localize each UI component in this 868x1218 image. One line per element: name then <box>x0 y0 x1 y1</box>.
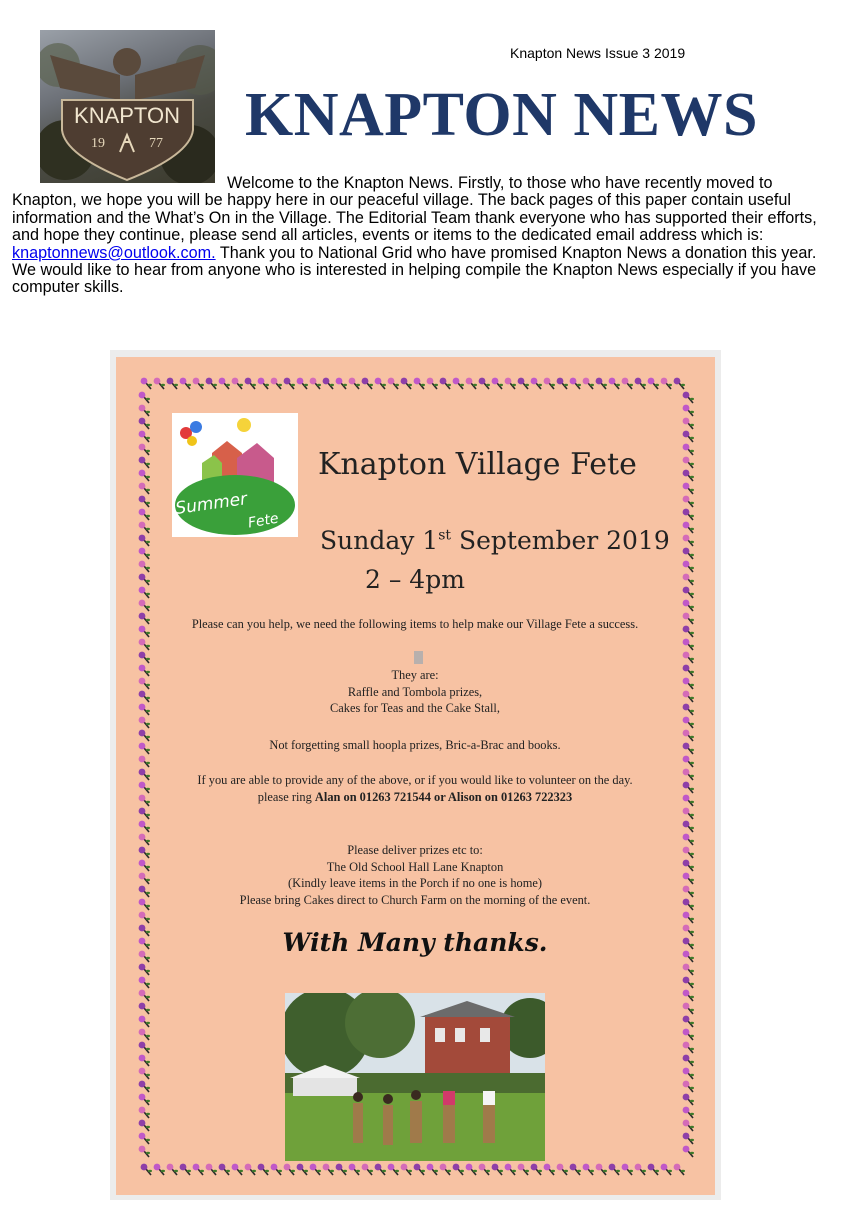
border-flower <box>583 378 594 389</box>
border-flower <box>683 912 694 923</box>
border-flower <box>557 1164 568 1175</box>
border-flower <box>139 782 150 793</box>
border-flower <box>453 378 464 389</box>
border-flower <box>683 795 694 806</box>
border-flower <box>139 652 150 663</box>
border-flower <box>453 1164 464 1175</box>
border-flower <box>206 378 217 389</box>
border-flower <box>139 548 150 559</box>
border-flower <box>139 1029 150 1040</box>
border-flower <box>648 378 659 389</box>
masthead-title: KNAPTON NEWS <box>245 81 758 149</box>
border-flower <box>139 470 150 481</box>
border-flower <box>683 600 694 611</box>
border-flower <box>531 378 542 389</box>
border-flower <box>245 378 256 389</box>
border-flower <box>683 496 694 507</box>
border-flower <box>139 990 150 1001</box>
border-flower <box>167 378 178 389</box>
border-flower <box>154 378 165 389</box>
border-flower <box>362 1164 373 1175</box>
item-raffle: Raffle and Tombola prizes, <box>347 684 483 699</box>
border-flower <box>232 378 243 389</box>
border-flower <box>139 509 150 520</box>
border-flower <box>219 378 230 389</box>
intro-text-end: Thank you to National Grid who have promised Knapton News a donation this year. We would like to hear from anyone who is interested in helping compile the Knapton News especially if you have computer skills. <box>12 243 817 297</box>
border-flower <box>596 1164 607 1175</box>
border-flower <box>323 378 334 389</box>
fete-photo <box>285 993 545 1161</box>
border-flower <box>141 1164 152 1175</box>
summer-fete-logo <box>172 413 298 537</box>
border-flower <box>466 378 477 389</box>
border-flower <box>139 743 150 754</box>
border-flower <box>139 600 150 611</box>
border-flower <box>414 1164 425 1175</box>
fete-title: Knapton Village Fete <box>318 447 637 482</box>
issue-line: Knapton News Issue 3 2019 <box>510 45 686 61</box>
border-flower <box>683 470 694 481</box>
border-flower <box>674 378 685 389</box>
border-flower <box>635 1164 646 1175</box>
border-flower <box>139 1146 150 1157</box>
border-flower <box>683 1068 694 1079</box>
border-flower <box>139 795 150 806</box>
deliver-heading: Please deliver prizes etc to: <box>347 843 483 857</box>
border-flower <box>683 392 694 403</box>
border-flower <box>683 1003 694 1014</box>
border-flower <box>180 378 191 389</box>
border-flower <box>557 378 568 389</box>
border-flower <box>139 977 150 988</box>
border-flower <box>284 1164 295 1175</box>
border-flower <box>245 1164 256 1175</box>
border-flower <box>683 574 694 585</box>
border-flower <box>139 1003 150 1014</box>
border-flower <box>683 717 694 728</box>
fete-logo-text-fete: Fete <box>246 510 280 532</box>
border-flower <box>683 899 694 910</box>
border-flower <box>139 1081 150 1092</box>
text-cursor-mark <box>414 651 423 664</box>
border-flower <box>139 613 150 624</box>
border-flower <box>139 925 150 936</box>
border-flower <box>683 1016 694 1027</box>
border-flower <box>139 847 150 858</box>
border-flower <box>271 378 282 389</box>
border-flower <box>323 1164 334 1175</box>
border-flower <box>139 1016 150 1027</box>
border-flower <box>683 860 694 871</box>
border-flower <box>139 1107 150 1118</box>
border-flower <box>310 378 321 389</box>
delivery-block <box>165 842 665 908</box>
border-flower <box>284 378 295 389</box>
border-flower <box>388 378 399 389</box>
border-flower <box>683 665 694 676</box>
fete-date-suffix: st <box>438 527 452 544</box>
border-flower <box>336 1164 347 1175</box>
border-flower <box>683 1042 694 1053</box>
border-flower <box>258 378 269 389</box>
border-flower <box>683 821 694 832</box>
sign-year-left: 19 <box>91 136 105 151</box>
border-flower <box>139 886 150 897</box>
intro-text-start: Welcome to the Knapton News. Firstly, to those who have recently moved to Knapton, we hope you will be happy here in our peaceful village. The back pages of this paper contain useful information and the What’s On in the Village. The Editorial Team thank everyone who has supported their efforts, and hope they continue, please send all articles, events or items to the dedicated email address which is: <box>12 174 817 245</box>
border-flower <box>139 1133 150 1144</box>
border-flower <box>139 938 150 949</box>
border-flower <box>683 743 694 754</box>
border-flower <box>683 951 694 962</box>
border-flower <box>583 1164 594 1175</box>
border-flower <box>505 1164 516 1175</box>
border-flower <box>139 522 150 533</box>
border-flower <box>683 639 694 650</box>
volunteer-block <box>165 772 665 805</box>
border-flower <box>683 444 694 455</box>
border-flower <box>683 431 694 442</box>
border-flower <box>167 1164 178 1175</box>
border-flower <box>193 1164 204 1175</box>
border-flower <box>139 392 150 403</box>
border-flower <box>154 1164 165 1175</box>
border-flower <box>683 873 694 884</box>
border-flower <box>683 626 694 637</box>
border-flower <box>683 509 694 520</box>
border-flower <box>336 378 347 389</box>
border-flower <box>139 821 150 832</box>
border-flower <box>375 1164 386 1175</box>
border-flower <box>388 1164 399 1175</box>
border-flower <box>139 405 150 416</box>
border-flower <box>139 1120 150 1131</box>
border-flower <box>683 1055 694 1066</box>
border-flower <box>139 535 150 546</box>
border-flower <box>683 548 694 559</box>
border-flower <box>139 1094 150 1105</box>
border-flower <box>683 691 694 702</box>
border-flower <box>139 444 150 455</box>
border-flower <box>139 587 150 598</box>
border-flower <box>139 418 150 429</box>
border-flower <box>139 1055 150 1066</box>
border-flower <box>139 756 150 767</box>
border-flower <box>683 925 694 936</box>
border-flower <box>683 938 694 949</box>
border-flower <box>544 1164 555 1175</box>
items-list <box>165 667 665 717</box>
border-flower <box>139 626 150 637</box>
border-flower <box>683 990 694 1001</box>
border-flower <box>297 378 308 389</box>
fete-date-day: Sunday 1 <box>320 526 439 555</box>
item-hoopla: Not forgetting small hoopla prizes, Bric-a-Brac and books. <box>269 738 561 752</box>
border-flower <box>570 1164 581 1175</box>
border-flower <box>232 1164 243 1175</box>
border-flower <box>683 561 694 572</box>
border-flower <box>518 378 529 389</box>
border-flower <box>683 405 694 416</box>
border-flower <box>139 704 150 715</box>
border-flower <box>206 1164 217 1175</box>
help-request: Please can you help, we need the following items to help make our Village Fete a success. <box>191 617 639 631</box>
border-flower <box>683 652 694 663</box>
border-flower <box>139 717 150 728</box>
border-flower <box>375 378 386 389</box>
deliver-address: The Old School Hall Lane Knapton <box>326 859 504 874</box>
border-flower <box>139 1042 150 1053</box>
border-flower <box>139 691 150 702</box>
border-flower <box>414 378 425 389</box>
border-flower <box>427 378 438 389</box>
border-flower <box>648 1164 659 1175</box>
border-flower <box>622 378 633 389</box>
border-flower <box>683 1029 694 1040</box>
border-flower <box>683 769 694 780</box>
border-flower <box>139 639 150 650</box>
help-request-block <box>165 616 665 633</box>
border-flower <box>139 951 150 962</box>
border-flower <box>683 756 694 767</box>
border-flower <box>683 535 694 546</box>
border-flower <box>609 1164 620 1175</box>
border-flower <box>683 457 694 468</box>
border-flower <box>440 378 451 389</box>
border-flower <box>139 665 150 676</box>
border-flower <box>139 431 150 442</box>
border-flower <box>362 378 373 389</box>
fete-logo-text-summer: Summer <box>174 489 249 519</box>
border-flower <box>505 378 516 389</box>
border-flower <box>139 457 150 468</box>
border-flower <box>310 1164 321 1175</box>
border-flower <box>674 1164 685 1175</box>
border-flower <box>531 1164 542 1175</box>
border-flower <box>683 1120 694 1131</box>
border-flower <box>349 378 360 389</box>
fete-time: 2 – 4pm <box>365 565 465 594</box>
border-flower <box>683 782 694 793</box>
border-flower <box>609 378 620 389</box>
border-flower <box>479 1164 490 1175</box>
border-flower <box>683 1146 694 1157</box>
fete-date <box>320 526 670 555</box>
contact-alan: Alan on 01263 721544 <box>314 789 431 804</box>
border-flower <box>683 847 694 858</box>
sign-year-right: 77 <box>149 136 163 151</box>
border-flower <box>492 1164 503 1175</box>
fete-date-rest: September 2019 <box>451 526 670 555</box>
border-flower <box>139 899 150 910</box>
border-flower <box>141 378 152 389</box>
border-flower <box>139 873 150 884</box>
volunteer-text: If you are able to provide any of the above, or if you would like to volunteer on the day. <box>197 773 633 787</box>
contact-or: or <box>430 789 448 804</box>
border-flower <box>683 730 694 741</box>
border-flower <box>219 1164 230 1175</box>
border-flower <box>683 808 694 819</box>
border-flower <box>139 964 150 975</box>
border-flower <box>635 378 646 389</box>
thanks-signature: With Many thanks. <box>282 928 548 957</box>
border-flower <box>139 483 150 494</box>
border-flower <box>683 977 694 988</box>
border-flower <box>596 378 607 389</box>
village-sign-image <box>40 30 215 183</box>
border-flower <box>479 378 490 389</box>
border-flower <box>139 769 150 780</box>
border-flower <box>683 1094 694 1105</box>
border-flower <box>271 1164 282 1175</box>
border-flower <box>683 964 694 975</box>
border-flower <box>544 378 555 389</box>
border-flower <box>570 378 581 389</box>
border-flower <box>683 483 694 494</box>
border-flower <box>139 730 150 741</box>
border-flower <box>683 587 694 598</box>
border-flower <box>258 1164 269 1175</box>
border-flower <box>401 378 412 389</box>
border-flower <box>193 378 204 389</box>
item-cakes: Cakes for Teas and the Cake Stall, <box>330 701 500 715</box>
ring-prefix: please ring <box>257 789 315 804</box>
contact-line <box>165 789 665 806</box>
border-flower <box>683 1107 694 1118</box>
border-flower <box>661 1164 672 1175</box>
border-flower <box>492 378 503 389</box>
border-flower <box>683 522 694 533</box>
border-flower <box>518 1164 529 1175</box>
border-flower <box>683 613 694 624</box>
border-flower <box>683 678 694 689</box>
deliver-cakes: Please bring Cakes direct to Church Farm on the morning of the event. <box>239 892 591 907</box>
border-flower <box>683 834 694 845</box>
border-flower <box>683 886 694 897</box>
contact-alison: Alison on 01263 722323 <box>447 789 573 804</box>
border-flower <box>139 1068 150 1079</box>
intro-paragraph <box>12 175 832 297</box>
border-flower <box>180 1164 191 1175</box>
border-flower <box>622 1164 633 1175</box>
border-flower <box>139 561 150 572</box>
border-flower <box>683 1133 694 1144</box>
border-flower <box>683 418 694 429</box>
items-heading: They are: <box>391 668 439 682</box>
border-flower <box>683 1081 694 1092</box>
border-flower <box>139 808 150 819</box>
border-flower <box>139 574 150 585</box>
border-flower <box>139 834 150 845</box>
border-flower <box>139 496 150 507</box>
sign-name: KNAPTON <box>74 103 180 128</box>
deliver-porch: (Kindly leave items in the Porch if no one is home) <box>288 876 542 890</box>
border-flower <box>427 1164 438 1175</box>
border-flower <box>683 704 694 715</box>
border-flower <box>297 1164 308 1175</box>
border-flower <box>466 1164 477 1175</box>
border-flower <box>139 678 150 689</box>
border-flower <box>139 860 150 871</box>
item-hoopla-block <box>165 737 665 754</box>
border-flower <box>139 912 150 923</box>
border-flower <box>440 1164 451 1175</box>
border-flower <box>349 1164 360 1175</box>
border-flower <box>661 378 672 389</box>
email-link[interactable]: knaptonnews@outlook.com. <box>12 243 216 262</box>
border-flower <box>401 1164 412 1175</box>
